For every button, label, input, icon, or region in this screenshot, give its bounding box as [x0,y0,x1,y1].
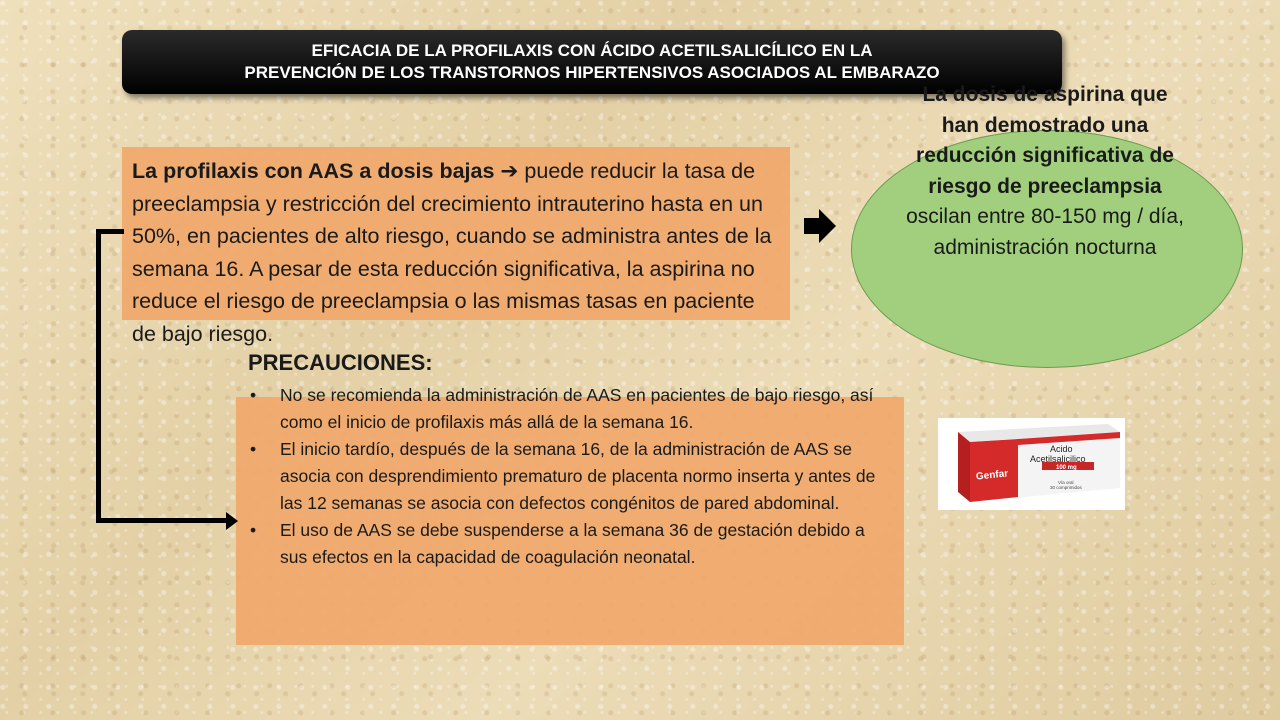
precaution-text: El inicio tardío, después de la semana 16, de la administración de AAS se asocia con desprendimiento prematuro de placenta normo inserta y antes de las 12 semanas se asocia con defectos congénitos de pared abdominal. [280,439,876,513]
precaution-item [248,436,888,517]
product-count: 30 comprimidos [1050,485,1082,490]
bullet-icon: • [250,520,257,540]
connector-bottom [96,518,228,523]
main-bold-lead: La profilaxis con AAS a dosis bajas [132,159,495,183]
product-route: Vía oral [1058,480,1074,485]
main-body-text: puede reducir la tasa de preeclampsia y restricción del crecimiento intrauterino hasta en un 50%, en pacientes de alto riesgo, cuando se administra antes de la semana 16. A pesar de esta reducción significativa, la aspirina no reduce el riesgo de preeclampsia o las mismas tasas en paciente de bajo riesgo. [132,159,772,346]
precaution-text: No se recomienda la administración de AAS en pacientes de bajo riesgo, así como el inicio de profilaxis más allá de la semana 16. [280,385,874,432]
product-brand: Genfar [975,468,1009,483]
precautions-list [248,382,888,571]
dose-normal-text: oscilan entre 80-150 mg / día, administración nocturna [906,205,1184,259]
product-name-2: Acetilsalicilico [1030,454,1086,464]
precautions-title: PRECAUCIONES: [248,350,433,375]
bullet-icon: • [250,439,257,459]
product-name-1: Acido [1050,444,1073,454]
precaution-item [248,517,888,571]
title-line-2: PREVENCIÓN DE LOS TRANSTORNOS HIPERTENSIVOS ASOCIADOS AL EMBARAZO [244,63,940,82]
main-paragraph [132,155,782,350]
bullet-icon: • [250,385,257,405]
dose-text [905,80,1185,263]
right-arrow-icon [804,209,836,243]
product-dose: 100 mg [1056,465,1077,471]
dose-bold-text: La dosis de aspirina que han demostrado una reducción significativa de riesgo de preeclampsia [916,83,1174,198]
product-image [938,418,1125,510]
precaution-item [248,382,888,436]
precaution-text: El uso de AAS se debe suspenderse a la semana 36 de gestación debido a sus efectos en la capacidad de coagulación neonatal. [280,520,865,567]
arrow-icon: ➔ [500,159,519,183]
connector-arrowhead [226,512,238,530]
title-line-1: EFICACIA DE LA PROFILAXIS CON ÁCIDO ACETILSALICÍLICO EN LA [311,41,873,60]
aspirin-box-illustration [938,418,1125,510]
connector-vertical [96,229,101,523]
